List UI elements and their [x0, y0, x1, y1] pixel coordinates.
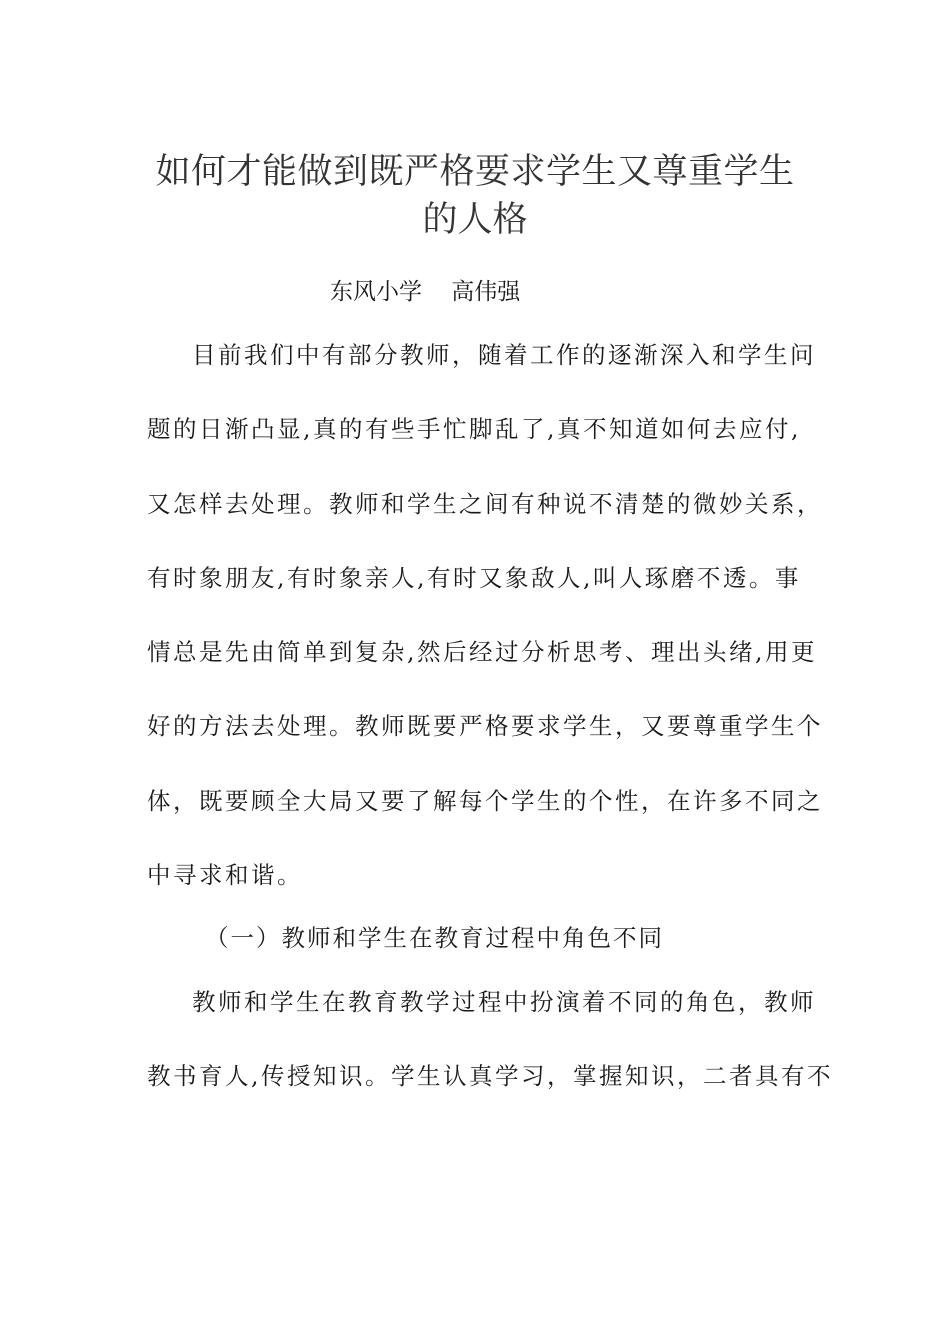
- paragraph-2-line: 教书育人,传授知识。学生认真学习，掌握知识，二者具有不: [147, 1062, 833, 1090]
- paragraph-1-line: 题的日渐凸显,真的有些手忙脚乱了,真不知道如何去应付,: [147, 415, 801, 443]
- paragraph-1-line: 好的方法去处理。教师既要严格要求学生，又要尊重学生个: [147, 712, 823, 740]
- paragraph-2-line: 教师和学生在教育教学过程中扮演着不同的角色，教师: [192, 988, 816, 1016]
- document-title-line-1: 如何才能做到既严格要求学生又尊重学生: [155, 152, 795, 192]
- paragraph-1-line: 有时象朋友,有时象亲人,有时又象敌人,叫人琢磨不透。事: [147, 564, 801, 592]
- paragraph-1-line: 又怎样去处理。教师和学生之间有种说不清楚的微妙关系，: [147, 490, 823, 518]
- paragraph-1-line: 中寻求和谐。: [147, 861, 303, 889]
- document-title-line-2: 的人格: [422, 200, 528, 240]
- paragraph-1-line: 体，既要顾全大局又要了解每个学生的个性，在许多不同之: [147, 787, 823, 815]
- section-heading: （一）教师和学生在教育过程中角色不同: [205, 924, 664, 952]
- author-byline: 东风小学 高伟强: [330, 279, 521, 305]
- paragraph-1-line: 目前我们中有部分教师，随着工作的逐渐深入和学生问: [192, 341, 816, 369]
- paragraph-1-line: 情总是先由简单到复杂,然后经过分析思考、理出头绪,用更: [147, 638, 817, 666]
